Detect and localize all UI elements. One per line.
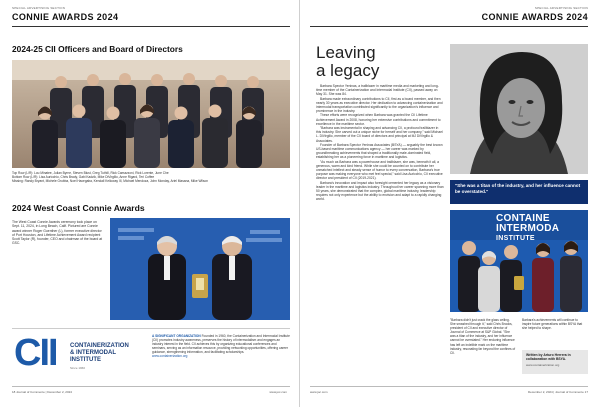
- article-para: "Barbara was instrumental in shaping and advancing CII, a profound trailblazer in this industry. She carved out a unique niche for herself and her company," said Michael L. DiVirgilio, member of the CII board of directors and principal at MJ DiVirgilio & Associates.: [316, 126, 443, 143]
- feature-title: [316, 44, 379, 80]
- byline-url[interactable]: www.containerization.org: [526, 363, 560, 367]
- article-para: Founder of Barbara Spector Yeninas Associates (BSYA) — arguably the best known US-based maritime communications agency — her career was marked by groundbreaking achievements that shaped a traditionally male-dominated field, establishing her as a pioneering force in maritime and logistics.: [316, 142, 443, 160]
- portrait-illustration: [450, 44, 588, 174]
- byline-box: [522, 350, 588, 374]
- award-winners-photo: [110, 218, 290, 320]
- right-footer-url: www.joc.com: [310, 390, 328, 394]
- article-para: Barbara Spector Yeninas, a trailblazer in maritime media and marketing and long-time member of the Containerization and Intermodal Institute (CII), passed away on May 31. She was 84.: [316, 84, 439, 97]
- feature-title-line-1: Leaving: [316, 43, 376, 62]
- cii-banner-text: [496, 214, 559, 244]
- left-footer: 18 Journal of Commerce | December 2, 2024: [12, 390, 72, 394]
- pull-quote-text: "She was a titan of the industry, and her influence cannot be overstated.": [455, 183, 581, 194]
- cii-logo-name-2: & INTERMODAL: [70, 350, 116, 356]
- pull-quote: [450, 180, 588, 204]
- page-header-title: CONNIE AWARDS 2024: [481, 12, 588, 22]
- cii-ad-text: [152, 334, 290, 358]
- banner-line-2: INTERMODA: [496, 223, 560, 234]
- footer-rule: [12, 386, 290, 387]
- cii-logo-name-1: CONTAINERIZATION: [70, 343, 129, 349]
- article-para: Barbara's innovation and impact also foresight cemented her legacy as a visionary leader in the maritime and logistics industry. Throughout her career spanning more than 50 years, she demonstrated that the complex, global maritime industry, leadership requires not only experience but the ability to envision and adapt to a rapidly changing world.: [316, 180, 444, 202]
- article-para: These efforts were recognized when Barbara was granted the CII Lifetime Achievement Award in 2008, honoring her extensive contributions and commitment to excellence in the maritime sector.: [316, 113, 441, 126]
- cii-logo-letters: CII: [14, 332, 57, 374]
- article-column-1: [316, 84, 444, 202]
- byline-line-2: collaboration with BSYA.: [526, 357, 567, 361]
- section-label: SPECIAL ADVERTISING SECTION: [12, 6, 66, 10]
- award-winners-photo-illustration: [110, 218, 290, 320]
- cii-logo: [14, 332, 146, 377]
- feature-title-line-2: a legacy: [316, 61, 380, 80]
- banner-line-1: CONTAINE: [496, 213, 550, 224]
- awards-heading: 2024 West Coast Connie Awards: [12, 203, 145, 213]
- caption-bottom-row: Bottom Row (L/R): Lisa Auricchio, Chris Brady, Gabi Kadzik, Mike DiVirgilio, Anne Rigard, Teri Coffee: [12, 175, 155, 179]
- left-footer-url: www.joc.com: [269, 390, 287, 394]
- barbara-portrait-photo: [450, 44, 588, 174]
- awards-body: The West Coast Connie Awards ceremony took place on Sept. 11, 2024, in Long Beach, Calif. Pictured are Connie award winner Roger Guenther (L), former executive director of Port Houston, and Lifetime Achievement Award recipient Scott Taylor (R), founder, CEO and chairman of the board at GSC.: [12, 220, 103, 246]
- caption-top-row: Top Row (L/R): Lou Minatee, Julian Byrne, Steven Blust, Greg Tuthill, Rick Camazzoni, Rick Lorente, June Che: [12, 171, 169, 175]
- caption-missing: Missing: Randy Bryant, Michele Grubba, Noel Hacegaba, Kendall Kelloway III, Michael Mendoza, John Monday, Ariel Masana, Mike Wilson: [12, 179, 209, 183]
- cii-ad-url[interactable]: www.containerization.org: [152, 354, 188, 358]
- cii-logo-name-3: INSTITUTE: [70, 357, 101, 363]
- page-header-title: CONNIE AWARDS 2024: [12, 12, 119, 22]
- article-column-3: Barbara's achievements will continue to inspire future generations within BSYA that she helped to shape.: [522, 318, 583, 331]
- board-group-photo-illustration: [12, 60, 290, 168]
- officers-heading: 2024-25 CII Officers and Board of Directors: [12, 44, 183, 54]
- cii-group-photo: [450, 210, 588, 312]
- byline-line-1: Written by Arturo Herrera in: [526, 353, 571, 357]
- right-footer: December 2, 2024 | Journal of Commerce 17: [528, 390, 588, 394]
- right-page: [300, 0, 600, 407]
- header-rule: [12, 26, 290, 27]
- article-para: Barbara made extraordinary contributions to CII, first as a board member, and then nearly 30 years as executive director. Her dedication to advancing containerization and intermodal transportation contributed significantly to the organization's influence and prominence in the industry.: [316, 96, 443, 114]
- footer-rule: [310, 386, 588, 387]
- cii-logo-since: Since 1960: [70, 366, 86, 370]
- officers-caption: [12, 171, 290, 183]
- banner-line-3: INSTITUTE: [496, 235, 535, 242]
- cii-ad-body: Founded in 1960, the Containerization and Intermodal Institute (CII) promotes industry awareness, preserves the history of intermodalism and engages an industry interest in the field. CII achieves this by organizing educational conferences and seminars, serving as an information resource, providing networking opportunities, offering career guidance, strengthening information, and facilitating scholarships.: [152, 334, 290, 354]
- board-group-photo: [12, 60, 290, 168]
- cii-advertisement: [12, 328, 290, 382]
- cii-ad-lead: A SIGNIFICANT ORGANIZATION: [152, 334, 201, 338]
- header-rule: [310, 26, 588, 27]
- section-label: SPECIAL ADVERTISING SECTION: [534, 6, 588, 10]
- article-para: "As much as Barbara was a powerhouse and trailblazer, she was, beneath it all, a generous, warm and kind friend. While she could be counted on to contribute her unmatched intellect and steady sense of humor to every conversation, Barbara's true purpose was making everyone who met feel special," said Lisa Auricchio, CII executive director and president of CII (2019-2021).: [316, 159, 443, 181]
- article-column-2: "Barbara didn't just crack the glass ceiling. She smashed through it," said Chris Brooks, president of CII and executive director of Journal of Commerce at S&P Global. "She was a titan of the industry, and her influence cannot be overstated." Her enduring influence has left an indelible mark on the maritime industry, resonating far beyond the confines of CII.: [450, 318, 516, 355]
